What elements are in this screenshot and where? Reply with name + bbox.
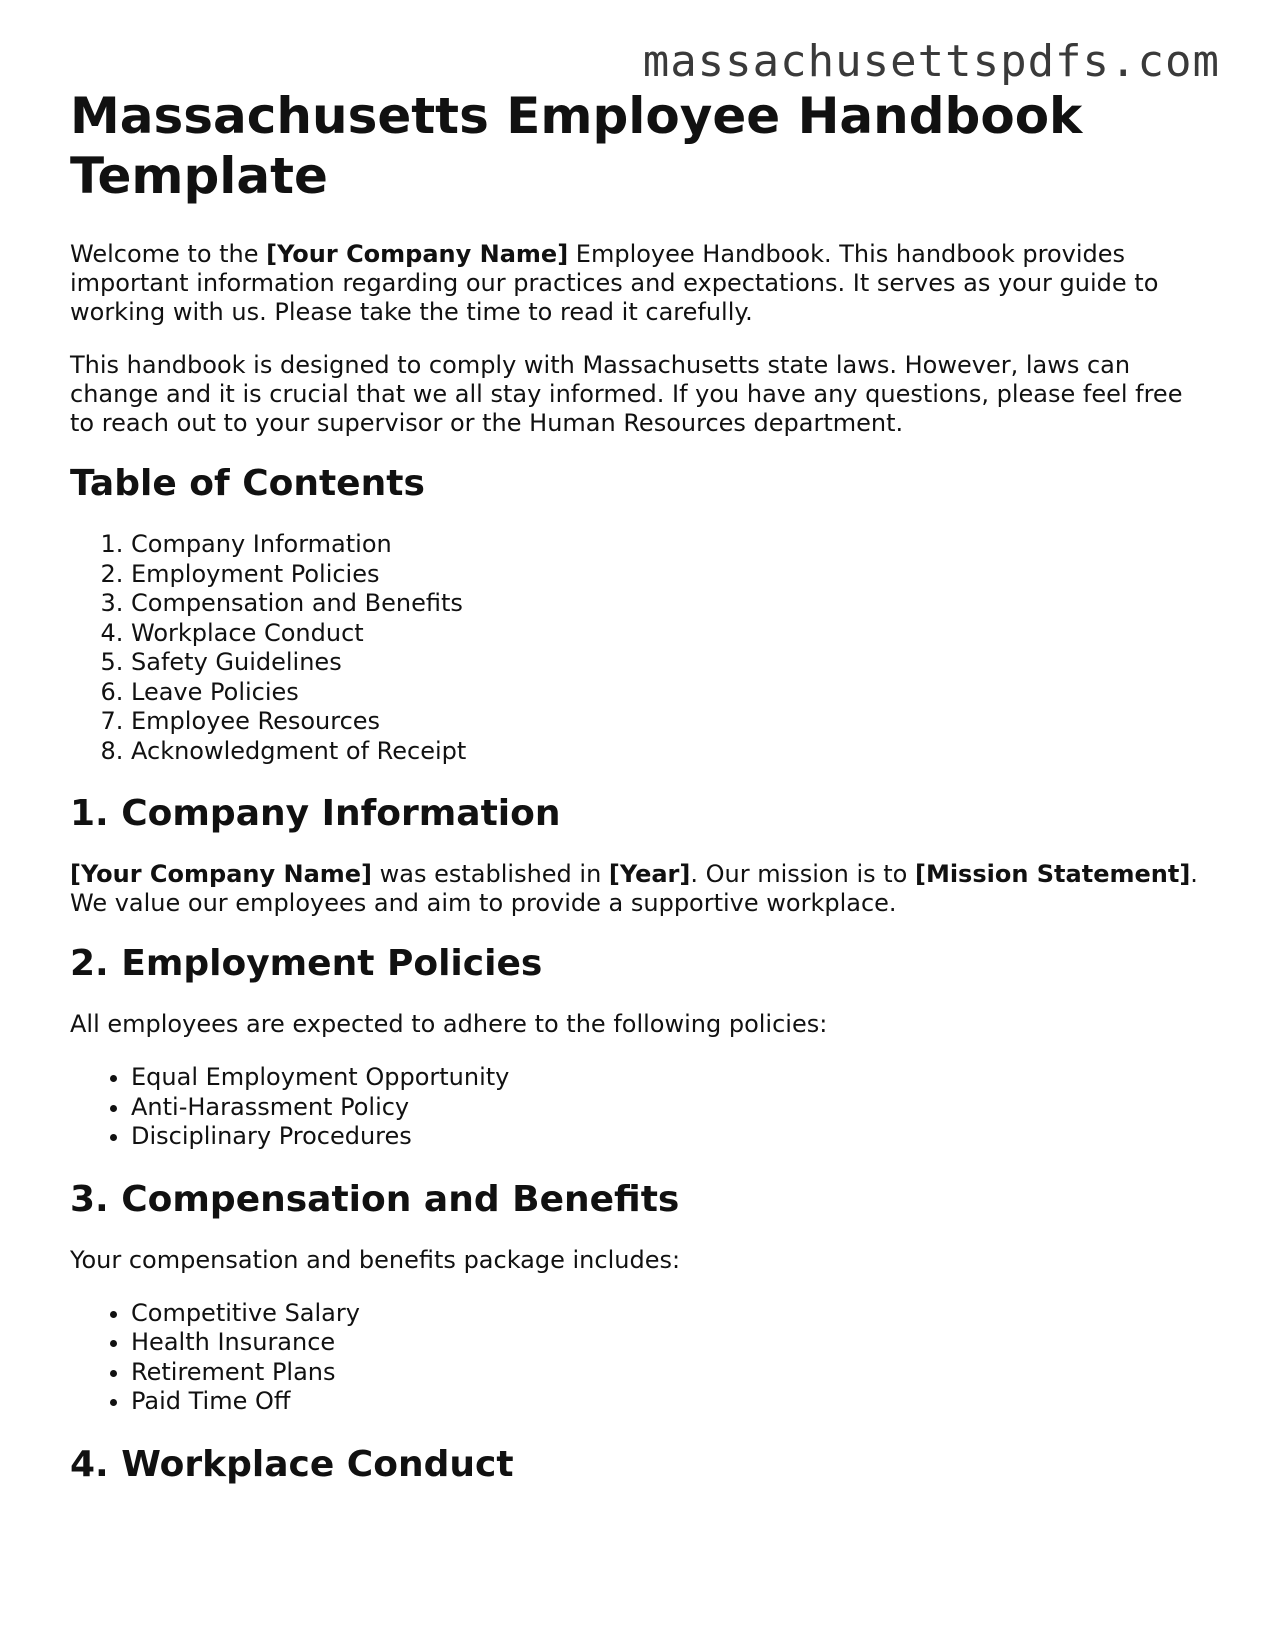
- section-3-intro: Your compensation and benefits package includes:: [70, 1245, 681, 1274]
- page-title: [70, 86, 1210, 206]
- intro-p1-pre: Welcome to the: [70, 240, 267, 268]
- section-4-heading: 4. Workplace Conduct: [70, 1443, 514, 1485]
- intro-paragraph-2: This handbook is designed to comply with Massachusetts state laws. However, laws can change and it is crucial that we all stay informed. If you have any questions, please feel free to reach out to your supervisor or the Human Resources department.: [70, 351, 1183, 437]
- list-item: • Disciplinary Procedures: [131, 1122, 1210, 1152]
- toc-item: 3. Compensation and Benefits: [131, 589, 1210, 619]
- company-name-placeholder: [Your Company Name]: [70, 860, 373, 888]
- toc-item: 8. Acknowledgment of Receipt: [131, 737, 1210, 767]
- list-item: • Equal Employment Opportunity: [131, 1063, 1210, 1093]
- toc-item: 5. Safety Guidelines: [131, 648, 1210, 678]
- watermark: massachusettspdfs.com: [642, 36, 1220, 87]
- document-body: [70, 86, 1210, 1511]
- list-item: • Competitive Salary: [131, 1299, 1210, 1329]
- section-1-text-1: was established in: [372, 860, 609, 888]
- mission-placeholder: [Mission Statement]: [914, 860, 1191, 888]
- list-item: • Health Insurance: [131, 1328, 1210, 1358]
- toc-heading: Table of Contents: [70, 463, 425, 504]
- toc-list: [70, 530, 1210, 766]
- page-title-line1: Massachusetts Employee Handbook: [70, 87, 1083, 145]
- list-item: • Retirement Plans: [131, 1358, 1210, 1388]
- toc-item: 1. Company Information: [131, 530, 1210, 560]
- toc-item: 2. Employment Policies: [131, 560, 1210, 590]
- section-1-text-3: . We value our employees and aim to provide a supportive workplace.: [70, 860, 1198, 917]
- section-1-heading: 1. Company Information: [70, 793, 561, 834]
- intro-paragraph-1: [70, 240, 1210, 327]
- toc-item: 7. Employee Resources: [131, 707, 1210, 737]
- toc-item: 4. Workplace Conduct: [131, 619, 1210, 649]
- section-2-heading: 2. Employment Policies: [70, 943, 543, 984]
- section-1-text-2: . Our mission is to: [690, 860, 915, 888]
- toc-item: 6. Leave Policies: [131, 678, 1210, 708]
- section-3-list: [70, 1299, 1210, 1417]
- section-2-intro: All employees are expected to adhere to the following policies:: [70, 1010, 828, 1038]
- year-placeholder: [Year]: [608, 860, 691, 888]
- section-3-heading: 3. Compensation and Benefits: [70, 1178, 680, 1220]
- page-title-line2: Template: [70, 147, 328, 205]
- intro-p1-post: Employee Handbook. This handbook provides important information regarding our practices and expectations. It serves as your guide to working with us. Please take the time to read it carefully.: [70, 240, 1159, 326]
- list-item: • Paid Time Off: [131, 1387, 1210, 1417]
- list-item: • Anti-Harassment Policy: [131, 1093, 1210, 1123]
- section-2-list: [70, 1063, 1210, 1152]
- company-name-placeholder: [Your Company Name]: [266, 240, 569, 268]
- section-1-paragraph: [70, 860, 1210, 918]
